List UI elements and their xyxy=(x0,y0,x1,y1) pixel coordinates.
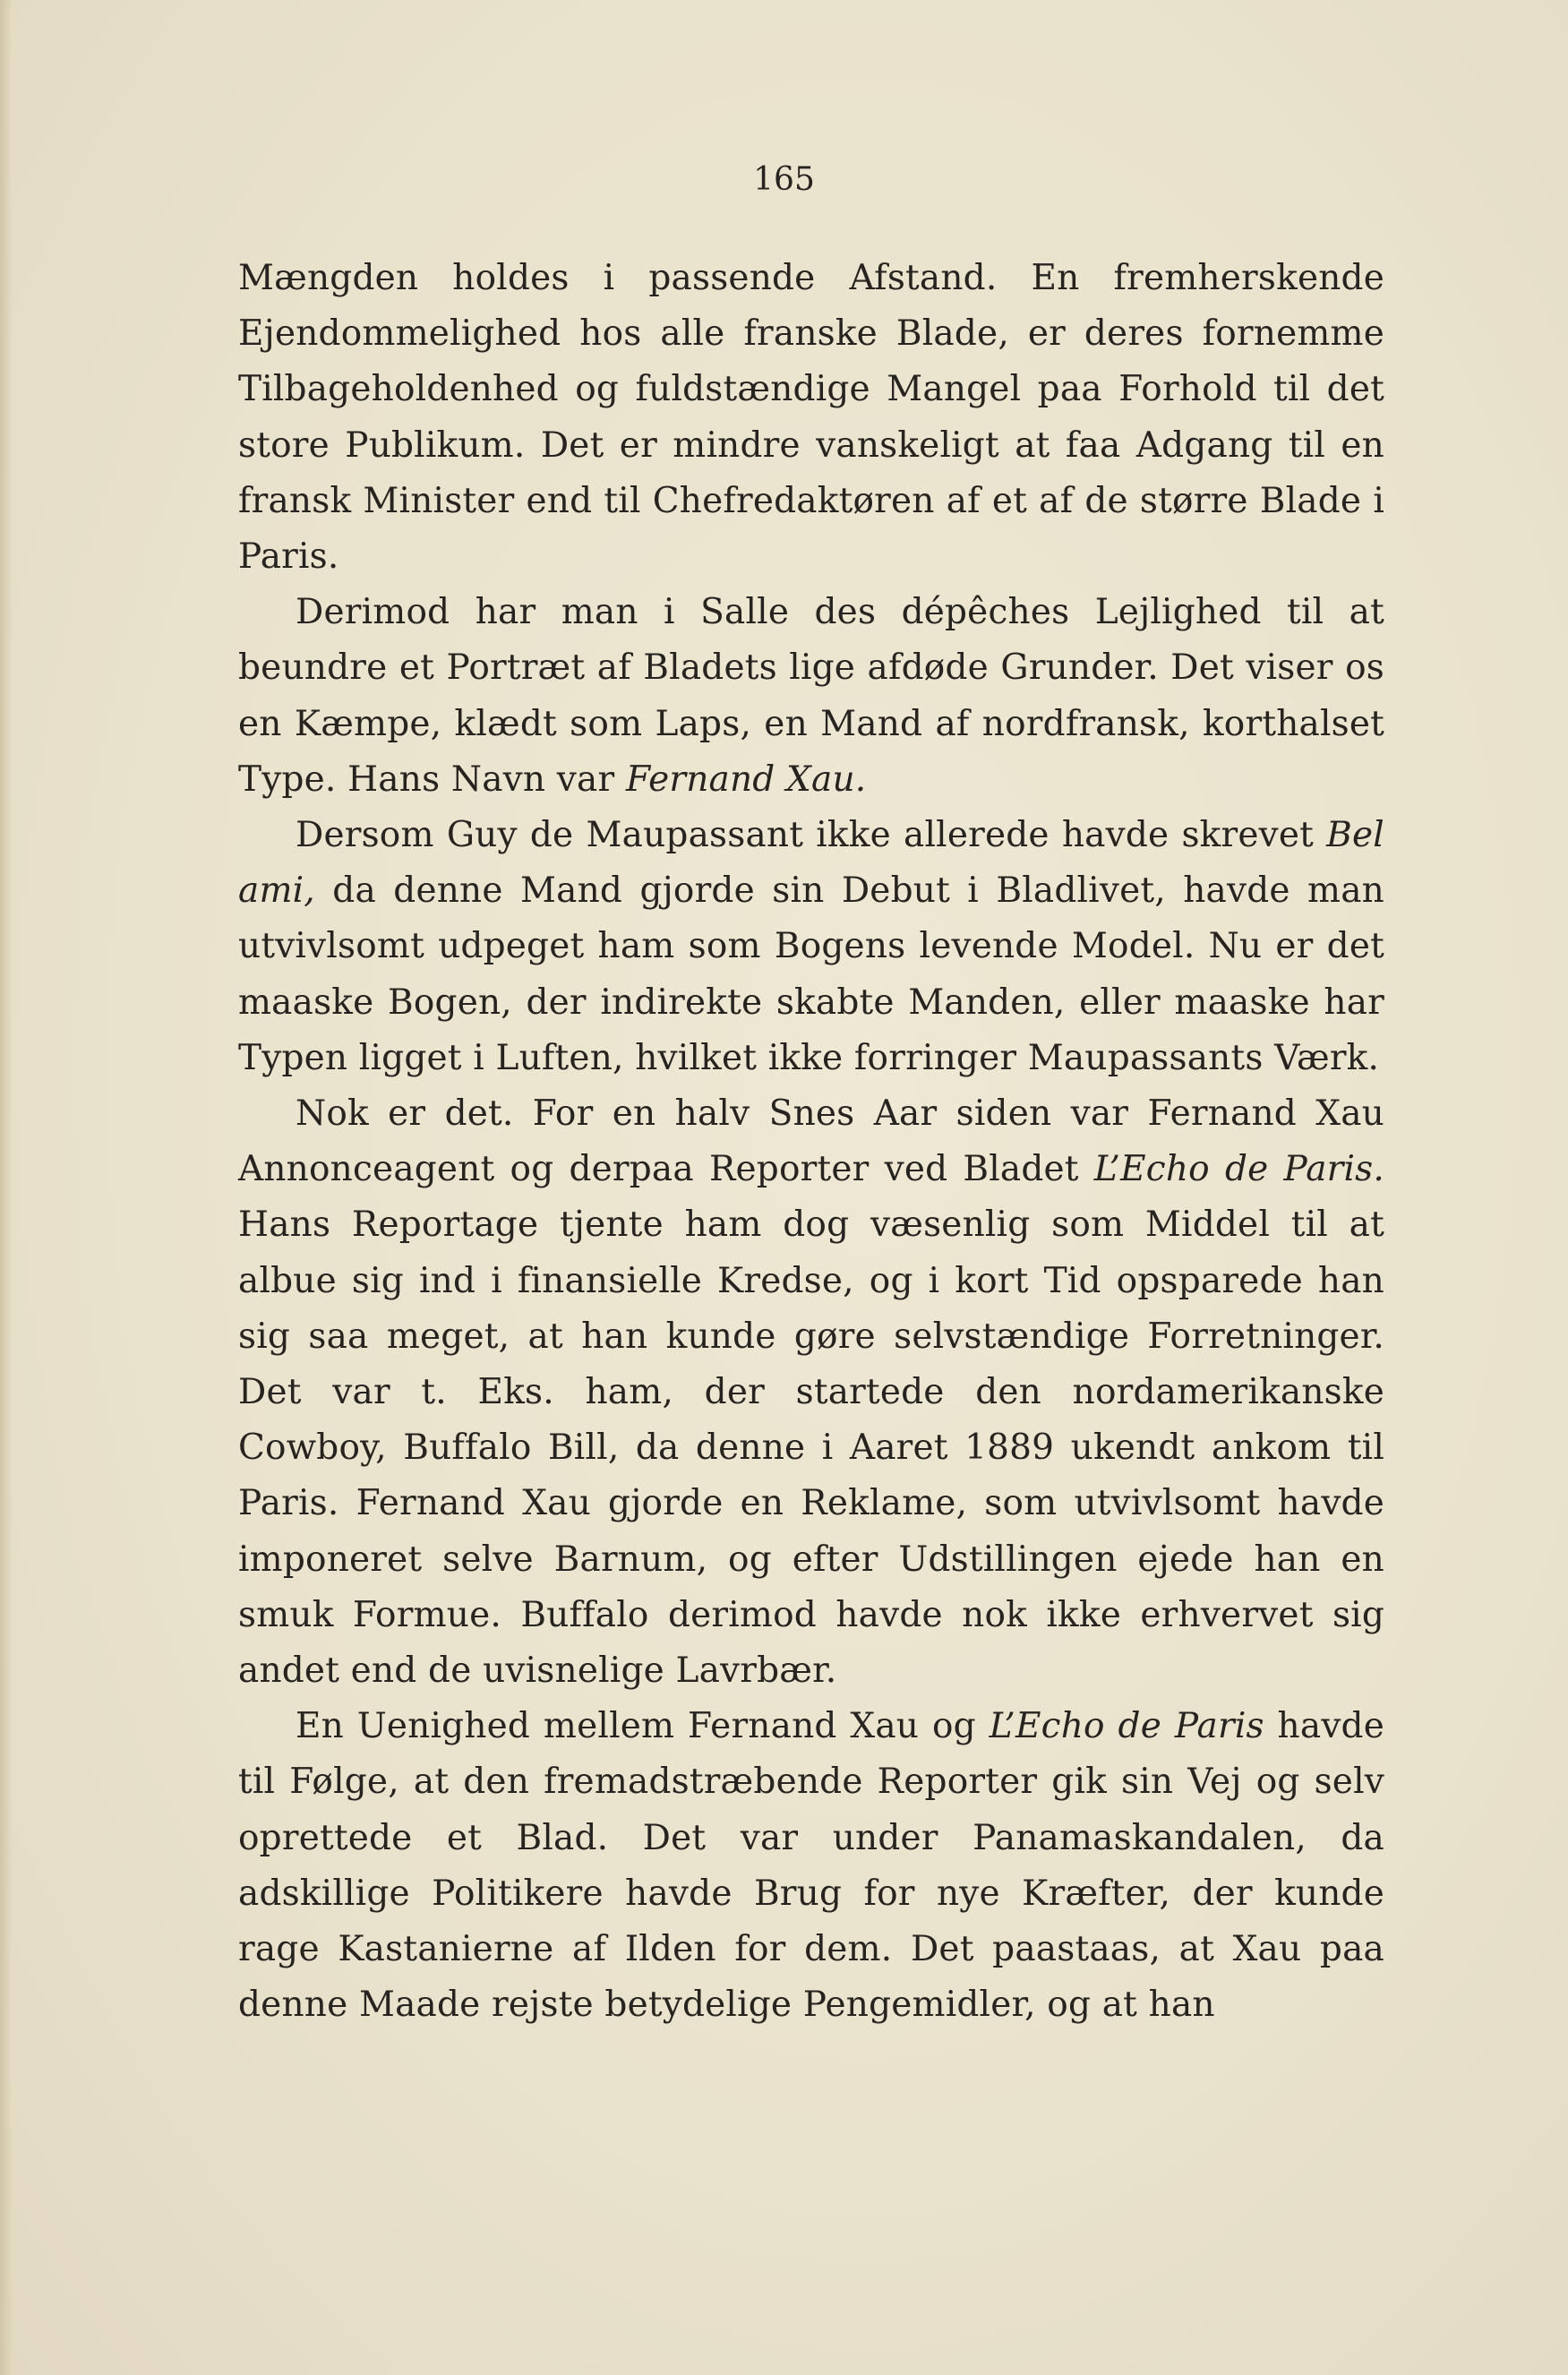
text-segment: Mængden holdes i passende Afstand. En fremherskende Ejendommelighed hos alle franske Blade, er deres fornemme Tilbageholdenhed og fuldstændige Mangel paa Forhold til det store Publikum. Det er mindre vanskeligt at faa Adgang til en fransk Minister end til Chefredaktøren af et af de større Blade i Paris. xyxy=(238,258,1384,578)
text-segment: havde til Følge, at den fremadstræbende Reporter gik sin Vej og selv oprettede et Blad. Det var under Panamaskandalen, da adskillige Politikere havde Brug for nye Kræfter, der kunde rage Kastanierne af Ilden for dem. Det paastaas, at Xau paa denne Maade rejste betydelige Pengemidler, og at han xyxy=(238,1706,1385,2026)
paragraph xyxy=(238,251,1384,585)
paragraph xyxy=(238,585,1384,808)
spine-shadow xyxy=(0,0,13,2375)
italic-text: Fernand Xau. xyxy=(625,759,867,800)
paragraph xyxy=(238,1699,1384,2033)
paragraph xyxy=(238,808,1384,1086)
italic-text: L’Echo de Paris xyxy=(989,1706,1264,1747)
paragraph xyxy=(238,1086,1384,1699)
page-number: 165 xyxy=(753,161,815,198)
text-segment: En Uenighed mellem Fernand Xau og xyxy=(296,1706,990,1747)
text-segment: Derimod har man i Salle des dépêches Lejlighed til at beundre et Portræt af Bladets lige afdøde Grunder. Det viser os en Kæmpe, klædt som Laps, en Mand af nordfransk, korthalset Type. Hans Navn var xyxy=(238,592,1384,800)
text-segment: Hans Reportage tjente ham dog væsenlig som Middel til at albue sig ind i finansielle Kredse, og i kort Tid opsparede han sig saa meget, at han kunde gøre selvstændige Forretninger. Det var t. Eks. ham, der startede den nordamerikanske Cowboy, Buffalo Bill, da denne i Aaret 1889 ukendt ankom til Paris. Fernand Xau gjorde en Reklame, som utvivlsomt havde imponeret selve Barnum, og efter Udstillingen ejede han en smuk Formue. Buffalo derimod havde nok ikke erhvervet sig andet end de uvisnelige Lavrbær. xyxy=(238,1205,1384,1692)
italic-text: L’Echo de Paris. xyxy=(1093,1149,1384,1190)
italic-text: Bel ami, xyxy=(238,815,1384,912)
text-segment: Nok er det. For en halv Snes Aar siden var Fernand Xau Annonceagent og derpaa Reporter ved Bladet xyxy=(238,1093,1384,1190)
text-segment: da denne Mand gjorde sin Debut i Bladlivet, havde man utvivlsomt udpeget ham som Bogens levende Model. Nu er det maaske Bogen, der indirekte skabte Manden, eller maaske har Typen ligget i Luften, hvilket ikke forringer Maupassants Værk. xyxy=(238,870,1384,1078)
text-segment: Dersom Guy de Maupassant ikke allerede havde skrevet xyxy=(296,815,1327,856)
body-text xyxy=(238,251,1384,2034)
